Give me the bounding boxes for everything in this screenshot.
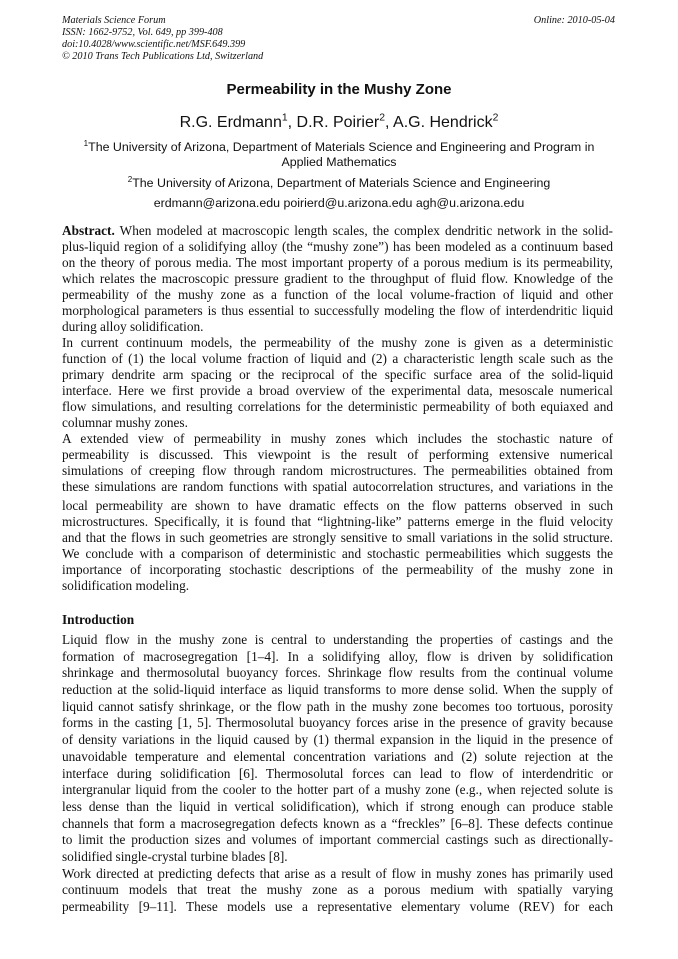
text-line: morphological parameters is thus essential to successfully modeling the flow of interdendritic liquid xyxy=(62,303,613,318)
text-line: columnar mushy zones. xyxy=(62,415,188,430)
text-line: less dense than the liquid in vertical solidification), which if strong enough can produce stable xyxy=(62,798,613,814)
text-line: of density variations in the liquid caused by (1) thermal expansion in the liquid in the presence of xyxy=(62,732,613,748)
text-line: permeability [9–11]. These models use a representative elementary volume (REV) for each xyxy=(62,899,613,914)
text-line: intergranular liquid from the cooler to the hotter part of a mushy zone (e.g., when rejected solute is xyxy=(62,782,613,798)
text-line: forms in the casting [1, 5]. Thermosolutal buoyancy forces arise in the presence of gravity because xyxy=(62,715,613,731)
paper-title: Permeability in the Mushy Zone xyxy=(226,81,452,98)
text-line: plus-liquid region of a solidifying alloy (the “mushy zone”) has been modeled as a continuum based xyxy=(62,239,613,254)
text-line: shrinkage and thermosolutal buoyancy forces. Shrinkage flow results from the continual volume xyxy=(62,665,613,681)
text-line: In current continuum models, the permeability of the mushy zone is given as a deterministic xyxy=(62,335,613,350)
text-line: A extended view of permeability in mushy zones which includes the stochastic nature of xyxy=(62,431,613,446)
abstract-p1 xyxy=(62,223,613,335)
author: A.G. Hendrick xyxy=(393,114,493,131)
text-line: local permeability are shown to have dramatic effects on the flow patterns observed in such xyxy=(62,498,613,513)
text-line: simulations of creeping flow through random microstructures. The permeabilities obtained from xyxy=(62,463,613,478)
abstract-p4 xyxy=(62,546,613,594)
author-emails: erdmann@arizona.edu poirierd@u.arizona.edu agh@u.arizona.edu xyxy=(153,196,525,210)
text-line: to limit the production sizes and volumes of important commercial castings such as directionally- xyxy=(62,832,613,848)
section-heading-introduction: Introduction xyxy=(62,612,135,627)
abstract-p3a xyxy=(62,431,613,495)
text-line: formation of macrosegregation [1–4]. In a solidifying alloy, flow is driven by solidification xyxy=(62,648,613,664)
journal-name: Materials Science Forum xyxy=(62,15,166,26)
text-line: continuum models that treat the mushy zone as a porous medium with spatially varying xyxy=(62,882,613,898)
author: R.G. Erdmann xyxy=(179,114,282,131)
text-line: channels that form a macrosegregation defects known as a “freckles” [6–8]. These defects continue xyxy=(62,815,613,831)
online-date: Online: 2010-05-04 xyxy=(533,15,615,26)
authors: R.G. Erdmann$^1$, D.R. Poirier$^2$, A.G. Hendrick$^2$ xyxy=(179,112,499,131)
text-line: solidified single-crystal turbine blades [8]. xyxy=(62,848,288,864)
text-line: function of (1) the local volume fraction of liquid and (2) a characteristic length scale such as the xyxy=(62,351,613,366)
text-line: We conclude with a comparison of deterministic and stochastic permeabilities which suggests the xyxy=(62,546,613,561)
abstract xyxy=(62,223,613,594)
affiliation-1: $^1$The University of Arizona, Department of Materials Science and Engineering and Program in Applied Mathematics xyxy=(83,138,595,169)
text-line: interface during solidification [6]. Thermosolutal forces can lead to flow of interdendritic or xyxy=(62,765,613,781)
copyright: © 2010 Trans Tech Publications Ltd, Switzerland xyxy=(62,51,264,62)
abstract-label: Abstract. xyxy=(62,223,115,238)
text-line: and that the flows in such geometries are strongly sensitive to small variations in the solid structure. xyxy=(62,530,613,545)
intro-p2 xyxy=(62,866,613,916)
intro-p1 xyxy=(62,632,613,866)
text-line: reduction at the solid-liquid interface as liquid transforms to more dense solid. When the supply of xyxy=(62,682,613,698)
text-line: permeability is discussed. This viewpoint is the result of performing extensive numerical xyxy=(62,447,613,462)
text-line: unavoidable temperature and elemental concentration variations and (2) solute rejection at the xyxy=(62,748,613,764)
text-line: these simulations are random functions with spatial autocorrelation structures, and variations in the xyxy=(62,479,613,494)
affiliation-2: $^2$The University of Arizona, Department of Materials Science and Engineering xyxy=(127,174,551,190)
text-line: Liquid flow in the mushy zone is central to understanding the properties of castings and the xyxy=(62,632,613,647)
issn: ISSN: 1662-9752, Vol. 649, pp 399-408 xyxy=(62,27,223,38)
introduction-body xyxy=(62,632,613,916)
text-line: permeability of the mushy zone as a function of the local volume-fraction of liquid and other xyxy=(62,287,613,302)
doi: doi:10.4028/www.scientific.net/MSF.649.399 xyxy=(62,39,246,50)
text-line: solidification modeling. xyxy=(62,578,190,593)
text-line: microstructures. Specifically, it is found that “lightning-like” patterns emerge in the fluid velocity xyxy=(62,514,613,529)
text-line: during alloy solidification. xyxy=(62,319,204,334)
text-line: flow simulations, and resulting correlations for the deterministic permeability of both equiaxed and xyxy=(62,399,613,414)
text-line: importance of incorporating stochastic descriptions of the permeability of the mushy zone in xyxy=(62,562,613,577)
author: D.R. Poirier xyxy=(296,114,380,131)
text-line: Work directed at predicting defects that arise as a result of flow in mushy zones has primarily used xyxy=(62,865,613,881)
text-line: interface. Here we first provide a broad overview of the experimental data, mesoscale numerical xyxy=(62,383,613,398)
abstract-p3b xyxy=(62,498,613,546)
text-line: on the theory of porous media. The most important property of a porous medium is its permeability, xyxy=(62,255,613,270)
abstract-p2 xyxy=(62,335,613,431)
text-line: liquid cannot satisfy shrinkage, or the flow path in the mushy zone becomes too tortuous, porosity xyxy=(62,698,613,714)
text-line: Abstract. When modeled at macroscopic length scales, the complex dendritic network in the solid- xyxy=(62,223,613,238)
text-line: which relates the macroscopic pressure gradient to the throughput of fluid flow. Knowledge of the xyxy=(62,271,613,286)
text-line: primary dendrite arm spacing or the reciprocal of the specific surface area of the solid-liquid xyxy=(62,367,613,382)
